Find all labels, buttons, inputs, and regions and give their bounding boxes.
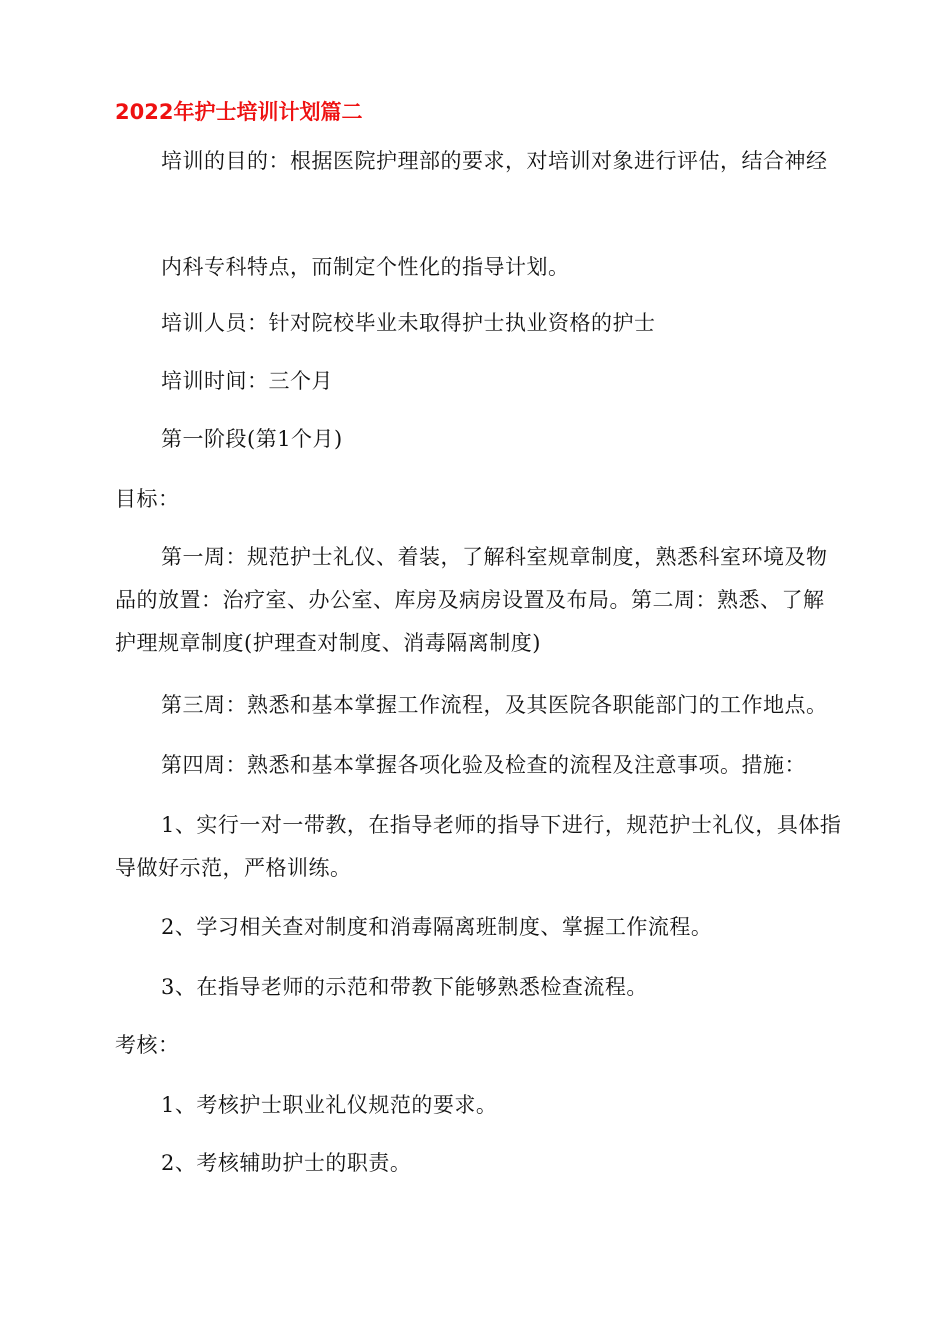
paragraph-stage-one: 第一阶段(第1个月) bbox=[161, 427, 343, 451]
paragraph-trainees: 培训人员：针对院校毕业未取得护士执业资格的护士 bbox=[161, 311, 656, 335]
document-title: 2022年护士培训计划篇二 bbox=[115, 100, 363, 124]
paragraph-week-three: 第三周：熟悉和基本掌握工作流程，及其医院各职能部门的工作地点。 bbox=[161, 693, 828, 717]
paragraph-duration: 培训时间：三个月 bbox=[161, 369, 333, 393]
assessment-item-1: 1、考核护士职业礼仪规范的要求。 bbox=[161, 1093, 498, 1117]
paragraph-week-four: 第四周：熟悉和基本掌握各项化验及检查的流程及注意事项。措施： bbox=[161, 753, 806, 777]
paragraph-purpose: 培训的目的：根据医院护理部的要求，对培训对象进行评估，结合神经 bbox=[161, 149, 828, 173]
measure-item-2: 2、学习相关查对制度和消毒隔离班制度、掌握工作流程。 bbox=[161, 915, 713, 939]
heading-goals: 目标： bbox=[115, 487, 180, 511]
measure-item-3: 3、在指导老师的示范和带教下能够熟悉检查流程。 bbox=[161, 975, 648, 999]
assessment-item-2: 2、考核辅助护士的职责。 bbox=[161, 1151, 412, 1175]
measure-item-1: 1、实行一对一带教，在指导老师的指导下进行，规范护士礼仪，具体指导做好示范，严格训练。 bbox=[115, 813, 842, 880]
paragraph-purpose-continued: 内科专科特点，而制定个性化的指导计划。 bbox=[161, 255, 570, 279]
heading-assessment: 考核： bbox=[115, 1033, 180, 1057]
paragraph-week-one-two: 第一周：规范护士礼仪、着装，了解科室规章制度，熟悉科室环境及物品的放置：治疗室、办公室、库房及病房设置及布局。第二周：熟悉、了解护理规章制度(护理查对制度、消毒隔离制度) bbox=[115, 545, 828, 655]
